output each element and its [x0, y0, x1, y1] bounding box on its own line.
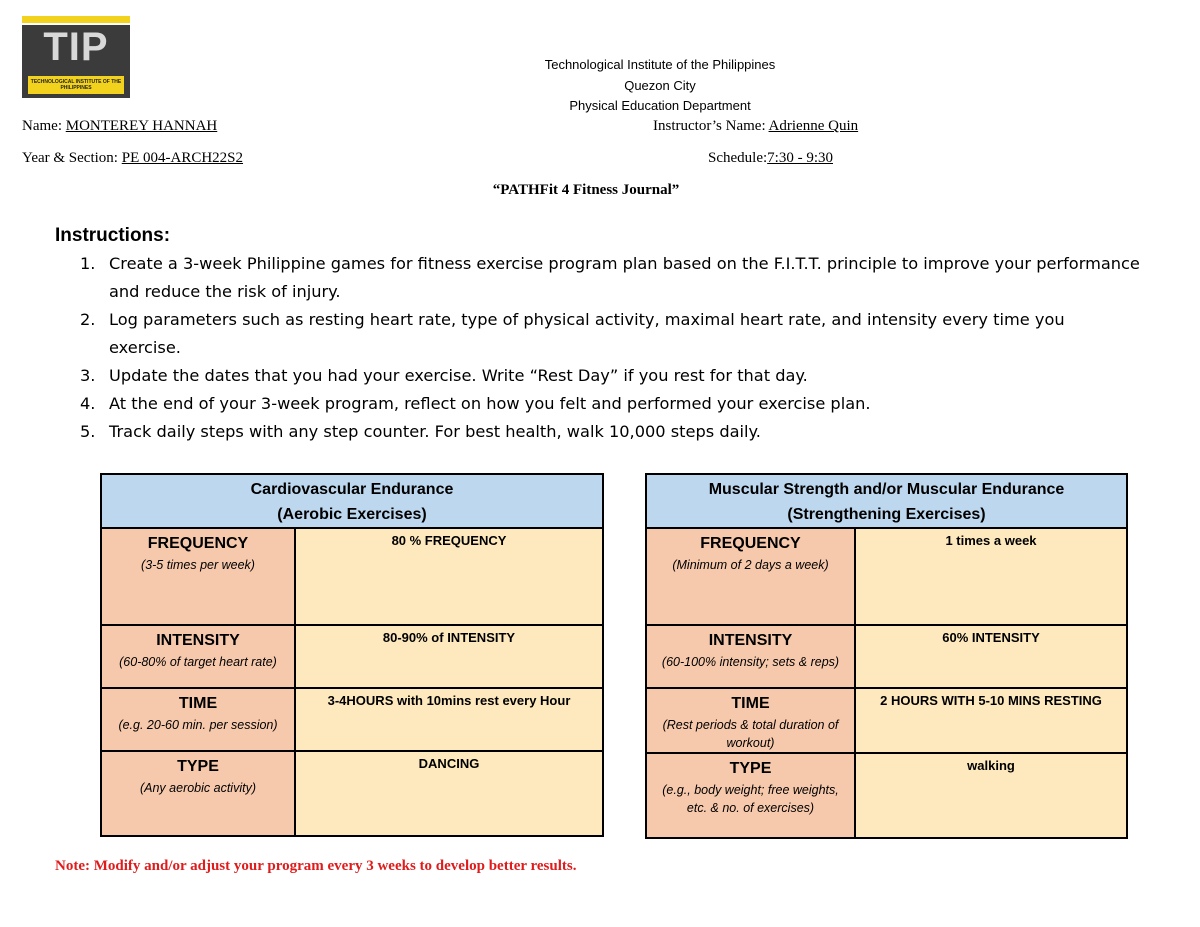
row-value-cell[interactable]: 60% INTENSITY — [855, 625, 1127, 688]
row-label-cell: TIME (e.g. 20-60 min. per session) — [101, 688, 295, 751]
instruction-item: 2. Log parameters such as resting heart rate, type of physical activity, maximal heart rate, and intensity every time you exercise. — [80, 310, 1065, 357]
table-row — [101, 528, 603, 625]
student-name-line — [22, 118, 217, 135]
section-label: Year & Section: — [22, 150, 122, 166]
table-row — [646, 753, 1127, 838]
row-value-cell[interactable]: DANCING — [295, 751, 603, 836]
row-label-cell: TYPE (Any aerobic activity) — [101, 751, 295, 836]
table-row — [101, 751, 603, 836]
journal-title: “PATHFit 4 Fitness Journal” — [492, 182, 680, 198]
row-value-cell[interactable]: walking — [855, 753, 1127, 838]
table-row — [646, 528, 1127, 625]
row-label-cell: INTENSITY (60-100% intensity; sets & reps) — [646, 625, 855, 688]
section-line — [22, 150, 243, 167]
logo-subtext: TECHNOLOGICAL INSTITUTE OF THE PHILIPPINES — [28, 76, 124, 94]
instructions-heading: Instructions: — [55, 225, 171, 246]
program-note: Note: Modify and/or adjust your program every 3 weeks to develop better results. — [55, 858, 577, 874]
instructor-value: Adrienne Quin — [768, 118, 859, 134]
row-label-cell: TIME (Rest periods & total duration of workout) — [646, 688, 855, 753]
table-row — [646, 625, 1127, 688]
department-name: Physical Education Department — [569, 98, 751, 113]
cardio-table-header: Cardiovascular Endurance (Aerobic Exercises) — [101, 474, 603, 528]
row-value-cell[interactable]: 3-4HOURS with 10mins rest every Hour — [295, 688, 603, 751]
institution-name: Technological Institute of the Philippines — [544, 57, 776, 72]
logo-top-bar — [22, 16, 130, 23]
table-row — [101, 688, 603, 751]
school-logo — [22, 16, 130, 98]
row-label-cell: TYPE (e.g., body weight; free weights, etc. & no. of exercises) — [646, 753, 855, 838]
instruction-item: 4. At the end of your 3-week program, reflect on how you felt and performed your exercise plan. — [80, 394, 871, 413]
instruction-item: 5. Track daily steps with any step counter. For best health, walk 10,000 steps daily. — [80, 422, 761, 441]
cardio-fitt-table — [100, 473, 604, 837]
instruction-item: 3. Update the dates that you had your exercise. Write “Rest Day” if you rest for that day. — [80, 366, 808, 385]
row-label-cell: FREQUENCY (3-5 times per week) — [101, 528, 295, 625]
schedule-label: Schedule: — [708, 150, 768, 166]
row-value-cell[interactable]: 80 % FREQUENCY — [295, 528, 603, 625]
student-name-value: MONTEREY HANNAH — [65, 118, 218, 134]
row-value-cell[interactable]: 1 times a week — [855, 528, 1127, 625]
row-value-cell[interactable]: 2 HOURS WITH 5-10 MINS RESTING — [855, 688, 1127, 753]
logo-mark: TIP — [43, 25, 109, 69]
strength-fitt-table — [645, 473, 1128, 839]
row-label-cell: FREQUENCY (Minimum of 2 days a week) — [646, 528, 855, 625]
schedule-line — [708, 150, 833, 167]
strength-table-header: Muscular Strength and/or Muscular Endurance (Strengthening Exercises) — [646, 474, 1127, 528]
instructions-list — [80, 250, 1140, 446]
row-value-cell[interactable]: 80-90% of INTENSITY — [295, 625, 603, 688]
instructor-line — [653, 118, 858, 135]
institution-city: Quezon City — [624, 78, 696, 93]
table-row — [101, 625, 603, 688]
section-value: PE 004-ARCH22S2 — [121, 150, 244, 166]
student-name-label: Name: — [22, 118, 66, 134]
instruction-item: 1. Create a 3-week Philippine games for fitness exercise program plan based on the F.I.T.T. principle to improve your performance and reduce the risk of injury. — [80, 254, 1140, 301]
table-row — [646, 688, 1127, 753]
schedule-value: 7:30 - 9:30 — [767, 150, 833, 166]
row-label-cell: INTENSITY (60-80% of target heart rate) — [101, 625, 295, 688]
instructor-label: Instructor’s Name: — [653, 118, 769, 134]
